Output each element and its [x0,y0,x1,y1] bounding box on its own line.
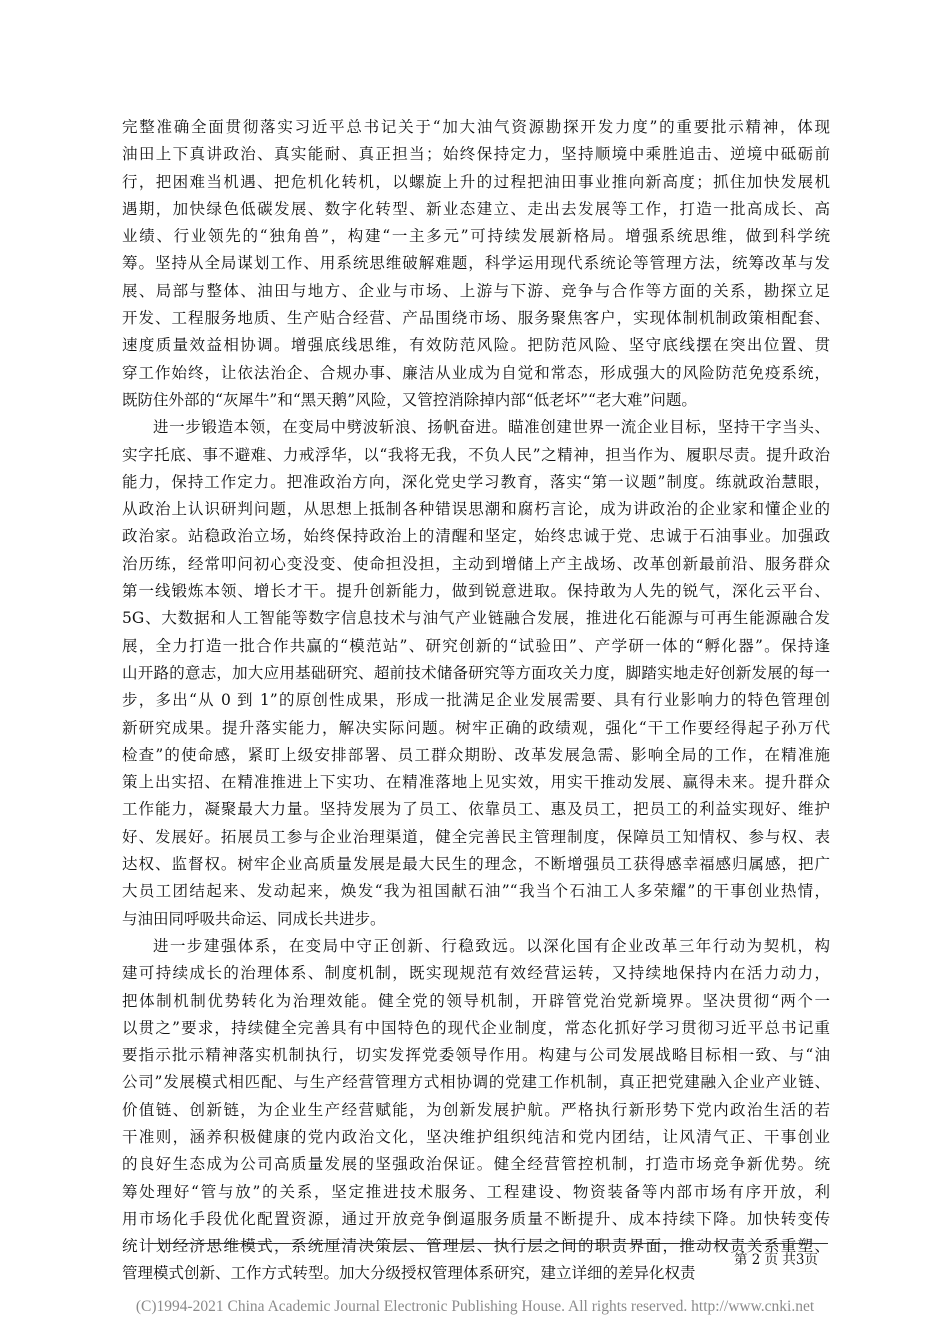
paragraph [122,933,830,1288]
page-number: 第 2 页 共3页 [733,1252,818,1268]
text-line: 政治家。站稳政治立场，始终保持政治上的清醒和坚定，始终忠诚于党、忠诚于石油事业。加强政 [122,527,830,546]
text-line: 5G、大数据和人工智能等数字信息技术与油气产业链融合发展，推进化石能源与可再生能源融合发 [122,609,830,628]
text-line: 既防住外部的“灰犀牛”和“黑天鹅”风险，又管控消除掉内部“低老坏”“老大难”问题。 [122,390,697,409]
text-line: 要指示批示精神落实机制执行，切实发挥党委领导作用。构建与公司发展战略目标相一致、与“油 [122,1046,830,1065]
text-line: 开发、工程服务地质、生产贴合经营、产品围绕市场、服务聚焦客户，实现体制机制政策相配套、 [122,309,830,328]
text-line: 的良好生态成为公司高质量发展的坚强政治保证。健全经营管控机制，打造市场竞争新优势。统 [122,1155,830,1174]
copyright-notice: (C)1994-2021 China Academic Journal Electronic Publishing House. All rights reserved. http://www.cnki.net [135,1298,815,1315]
text-line: 展、局部与整体、油田与地方、企业与市场、上游与下游、竞争与合作等方面的关系，勘探立足 [122,281,830,300]
text-line: 建可持续成长的治理体系、制度机制，既实现规范有效经营运转，又持续地保持内在活力动力， [122,964,830,983]
paragraph [122,114,830,414]
footer-divider [150,1243,828,1244]
text-line: 与油田同呼吸共命运、同成长共进步。 [122,909,386,928]
text-line: 行，把困难当机遇、把危机化转机，以螺旋上升的过程把油田事业推向新高度；抓住加快发展机 [122,172,830,191]
text-line: 步，多出“从 0 到 1”的原创性成果，形成一批满足企业发展需要、具有行业影响力的特色管理创 [122,691,830,710]
text-line: 新研究成果。提升落实能力，解决实际问题。树牢正确的政绩观，强化“干工作要经得起子孙万代 [122,718,830,737]
text-line: 油田上下真讲政治、真实能耐、真正担当；始终保持定力，坚持顺境中乘胜追击、逆境中砥砺前 [122,145,830,164]
text-line: 业绩、行业领先的“独角兽”，构建“一主多元”可持续发展新格局。增强系统思维，做到科学统 [122,227,830,246]
text-line: 策上出实招、在精准推进上下实功、在精准落地上见实效，用实干推动发展、赢得未来。提升群众 [122,773,830,792]
text-line: 筹处理好“管与放”的关系，坚定推进技术服务、工程建设、物资装备等内部市场有序开放，利 [122,1182,830,1201]
text-line: 实字托底、事不避难、力戒浮华，以“我将无我，不负人民”之精神，担当作为、履职尽责。提升政治 [122,445,830,464]
text-line: 展，全力打造一批合作共赢的“模范站”、研究创新的“试验田”、产学研一体的“孵化器”。保持逢 [122,636,830,655]
text-line: 价值链、创新链，为企业生产经营赋能，为创新发展护航。严格执行新形势下党内政治生活的若 [122,1100,830,1119]
text-line: 能力，保持工作定力。把准政治方向，深化党史学习教育，落实“第一议题”制度。练就政治慧眼， [122,472,830,491]
text-line: 好、发展好。拓展员工参与企业治理渠道，健全完善民主管理制度，保障员工知情权、参与权、表 [122,827,830,846]
paragraph [122,414,830,933]
text-line: 速度质量效益相协调。增强底线思维，有效防范风险。把防范风险、坚守底线摆在突出位置、贯 [122,336,830,355]
text-line: 检查”的使命感，紧盯上级安排部署、员工群众期盼、改革发展急需、影响全局的工作，在精准施 [122,745,830,764]
text-line: 把体制机制优势转化为治理效能。健全党的领导机制，开辟管党治党新境界。坚决贯彻“两个一 [122,991,830,1010]
text-line: 干准则，涵养积极健康的党内政治文化，坚决维护组织纯洁和党内团结，让风清气正、干事创业 [122,1127,830,1146]
text-line: 以贯之”要求，持续健全完善具有中国特色的现代企业制度，常态化抓好学习贯彻习近平总书记重 [122,1018,830,1037]
text-line: 进一步锻造本领，在变局中劈波斩浪、扬帆奋进。瞄准创建世界一流企业目标，坚持干字当头、 [153,418,830,437]
text-line: 山开路的意志，加大应用基础研究、超前技术储备研究等方面攻关力度，脚踏实地走好创新发展的每一 [122,663,830,682]
text-line: 用市场化手段优化配置资源，通过开放竞争倒逼服务质量不断提升、成本持续下降。加快转变传 [122,1209,830,1228]
text-line: 大员工团结起来、发动起来，焕发“我为祖国献石油”“我当个石油工人多荣耀”的干事创业热情， [122,882,830,901]
text-line: 统计划经济思维模式，系统厘清决策层、管理层、执行层之间的职责界面，推动权责关系重塑、 [122,1237,830,1256]
text-line: 穿工作始终，让依法治企、合规办事、廉洁从业成为自觉和常态，形成强大的风险防范免疫系统， [122,363,830,382]
text-line: 工作能力，凝聚最大力量。坚持发展为了员工、依靠员工、惠及员工，把员工的利益实现好、维护 [122,800,830,819]
text-line: 筹。坚持从全局谋划工作、用系统思维破解难题，科学运用现代系统论等管理方法，统筹改革与发 [122,254,830,273]
text-line: 完整准确全面贯彻落实习近平总书记关于“加大油气资源勘探开发力度”的重要批示精神，体现 [122,118,830,136]
text-line: 进一步建强体系，在变局中守正创新、行稳致远。以深化国有企业改革三年行动为契机，构 [153,936,830,955]
text-line: 达权、监督权。树牢企业高质量发展是最大民生的理念，不断增强员工获得感幸福感归属感，把广 [122,855,830,874]
text-line: 公司”发展模式相匹配、与生产经营管理方式相协调的党建工作机制，真正把党建融入企业产业链、 [122,1073,830,1092]
text-line: 从政治上认识研判问题，从思想上抵制各种错误思潮和腐朽言论，成为讲政治的企业家和懂企业的 [122,500,830,519]
text-line: 管理模式创新、工作方式转型。加大分级授权管理体系研究，建立详细的差异化权责 [122,1264,696,1283]
article-body [122,114,830,1288]
text-line: 第一线锻炼本领、增长才干。提升创新能力，做到锐意进取。保持敢为人先的锐气，深化云平台、 [122,582,830,601]
text-line: 治历练，经常叩问初心变没变、使命担没担，主动到增储上产主战场、改革创新最前沿、服务群众 [122,554,830,573]
text-line: 遇期，加快绿色低碳发展、数字化转型、新业态建立、走出去发展等工作，打造一批高成长、高 [122,199,830,218]
